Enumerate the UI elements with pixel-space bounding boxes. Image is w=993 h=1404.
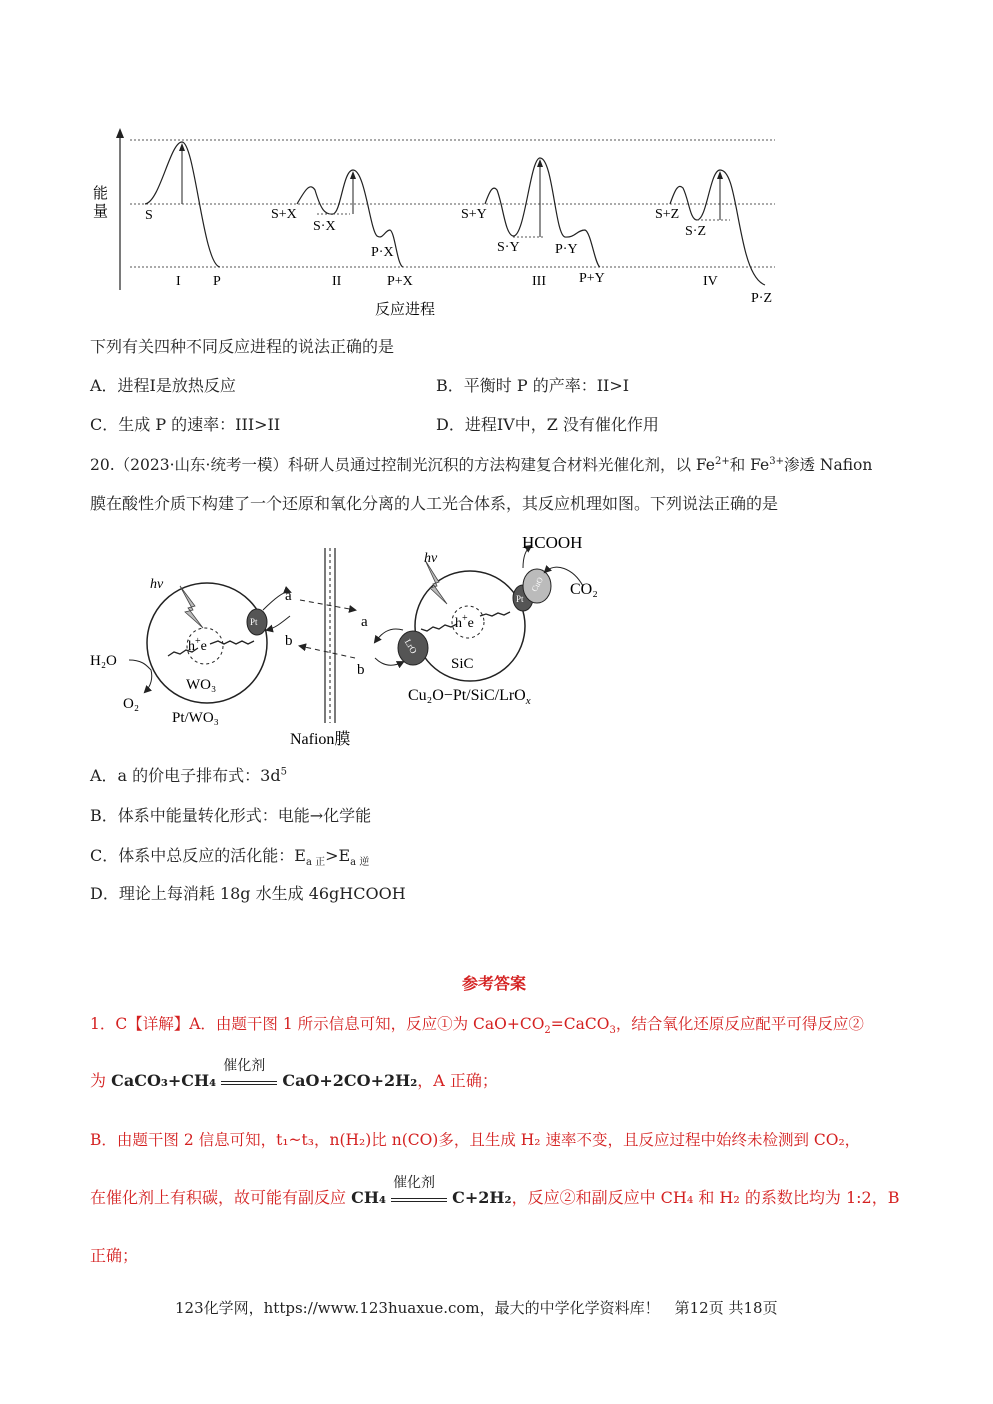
label-p-dot-x: P·X	[371, 245, 394, 260]
label-a-right: a	[361, 614, 368, 630]
label-b-left: b	[285, 633, 293, 649]
pt-label-left: Pt	[250, 617, 258, 627]
q20-option-c: C．体系中总反应的活化能：$E_{a 正}>E_{a 逆}$	[90, 846, 370, 869]
cuo-label: CuO	[529, 575, 546, 594]
answer-line-1: 1．C【详解】A．由题干图 1 所示信息可知，反应①为 $CaO+CO_2=CaCO_3$，结合氧化还原反应配平可得反应②	[90, 1015, 864, 1037]
right-catalyst-label: Cu₂O−Pt/SiC/LrO$_x$	[408, 687, 531, 707]
nafion-label: Nafion膜	[290, 731, 351, 748]
label-p: P	[213, 274, 221, 289]
q20-stem-line2: 膜在酸性介质下构建了一个还原和氧化分离的人工光合体系，其反应机理如图。下列说法正确的是	[90, 494, 779, 513]
label-s-dot-z: S·Z	[685, 224, 706, 239]
answer-line-2: 为 CaCO₃+CH₄ 催化剂 CaO+2CO+2H₂，A 正确；	[90, 1057, 498, 1090]
h2o-label: H₂O	[90, 653, 117, 669]
label-p-plus-y: P+Y	[579, 271, 605, 286]
label-s-plus-z: S+Z	[655, 207, 680, 222]
label-p-plus-x: P+X	[387, 274, 413, 289]
x-axis-label: 反应进程	[375, 302, 436, 318]
answers-title: 参考答案	[462, 974, 527, 993]
o2-label: O₂	[123, 696, 140, 712]
label-s-dot-x: S·X	[313, 219, 336, 234]
pt-label-right: Pt	[516, 594, 524, 604]
q19-stem: 下列有关四种不同反应进程的说法正确的是	[90, 337, 395, 356]
catalyst-arrow-2: 催化剂	[391, 1189, 447, 1209]
y-axis-label-2: 量	[93, 204, 109, 220]
q20-option-a: A．a 的价电子排布式：$3d^5$	[90, 766, 287, 785]
wo3-label: WO₃	[186, 677, 217, 693]
label-iv: IV	[703, 274, 718, 289]
answer-line-5: 正确；	[90, 1246, 139, 1265]
label-p-dot-z: P·Z	[751, 291, 772, 306]
y-axis-label-1: 能	[93, 186, 109, 202]
left-catalyst-label: Pt/WO₃	[172, 710, 219, 726]
hv-label-right: hv	[424, 551, 438, 566]
q19-option-a: A．进程I是放热反应	[90, 376, 236, 395]
q19-option-c: C．生成 P 的速率：III>II	[90, 415, 281, 434]
hcooh-label: HCOOH	[522, 533, 583, 552]
label-b-right: b	[357, 662, 365, 678]
q20-stem-line1: 20.（2023·山东·统考一模）科研人员通过控制光沉积的方法构建复合材料光催化剂，以 $Fe^{2+}$和 $Fe^{3+}$渗透 Nafion	[90, 455, 873, 474]
lro-label: LrO	[402, 637, 419, 656]
energy-profile-diagram	[85, 120, 805, 320]
page-footer: 123化学网，https://www.123huaxue.com，最大的中学化学资料库！ 第12页 共18页	[175, 1299, 778, 1317]
q20-option-b: B．体系中能量转化形式：电能→化学能	[90, 806, 372, 825]
label-s: S	[145, 208, 153, 223]
label-p-dot-y: P·Y	[555, 242, 578, 257]
q20-option-d: D．理论上每消耗 18g 水生成 46gHCOOH	[90, 884, 406, 903]
label-a-left: a	[285, 588, 292, 604]
q19-option-b: B．平衡时 P 的产率：II>I	[436, 376, 630, 395]
label-iii: III	[532, 274, 546, 289]
co2-label: CO₂	[570, 581, 598, 598]
q19-option-d: D．进程IV中，Z 没有催化作用	[436, 415, 659, 434]
label-i: I	[176, 274, 181, 289]
answer-line-4: 在催化剂上有积碳，故可能有副反应 CH₄ 催化剂 C+2H₂，反应②和副反应中 CH₄ 和 H₂ 的系数比均为 1:2，B	[90, 1174, 900, 1207]
catalyst-arrow-1: 催化剂	[221, 1072, 277, 1092]
answer-line-3: B．由题干图 2 信息可知，t₁~t₃，n(H₂)比 n(CO)多，且生成 H₂ 速率不变，且反应过程中始终未检测到 CO₂，	[90, 1131, 861, 1149]
photocatalysis-mechanism-diagram	[85, 528, 605, 753]
hole-label-right: h+e	[455, 613, 474, 631]
label-s-plus-y: S+Y	[461, 207, 487, 222]
hv-label-left: hv	[150, 577, 164, 592]
label-ii: II	[332, 274, 342, 289]
label-s-dot-y: S·Y	[497, 240, 520, 255]
hole-label-left: h+e	[188, 636, 207, 654]
label-s-plus-x: S+X	[271, 207, 297, 222]
sic-label: SiC	[451, 656, 474, 672]
